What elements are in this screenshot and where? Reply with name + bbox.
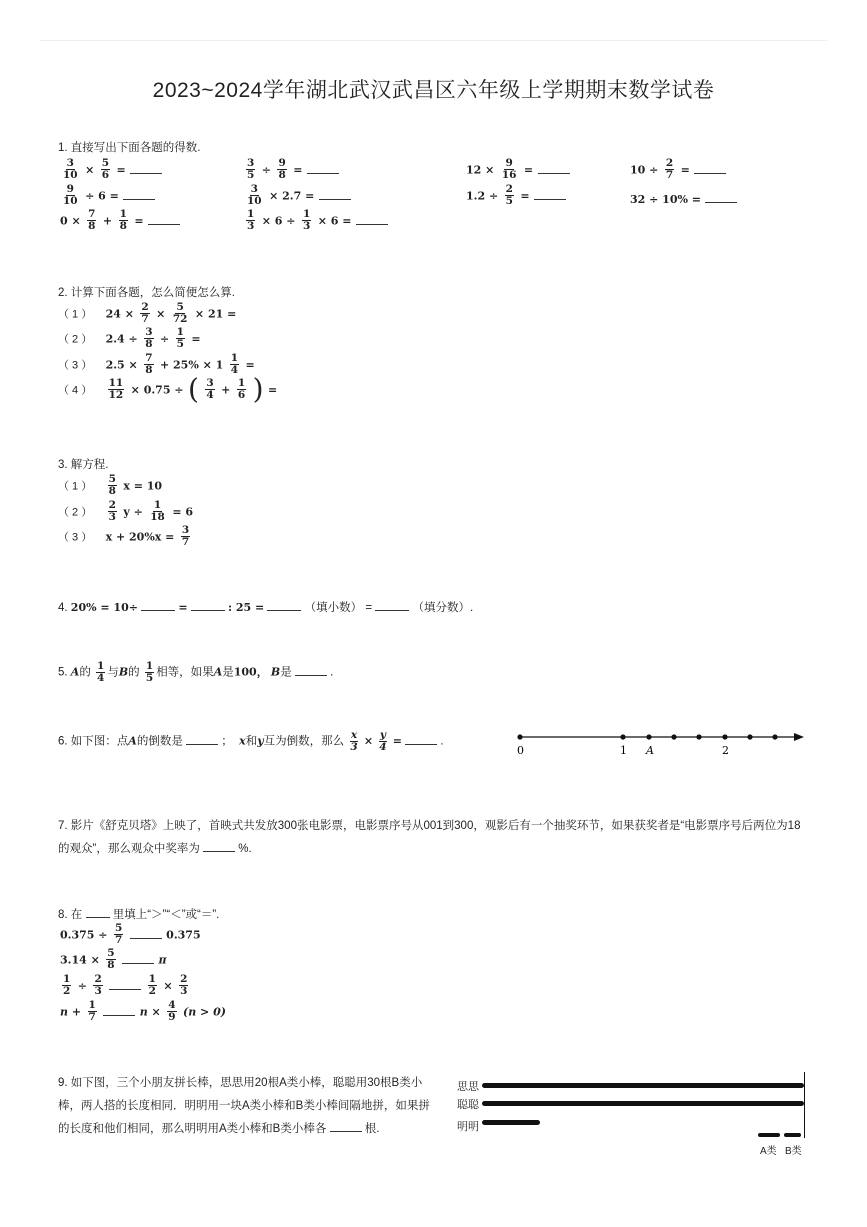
answer-blank[interactable] — [186, 734, 218, 745]
tick-1 — [620, 734, 625, 739]
q9-line1: 9. 如下图，三个小朋友拼长棒，思思用20根A类小棒，聪聪用30根B类小 — [58, 1077, 423, 1089]
sisi-bar — [482, 1083, 804, 1088]
number-line-diagram — [510, 726, 810, 760]
legend-b: B类 — [785, 1146, 802, 1157]
answer-blank[interactable] — [123, 189, 155, 200]
tick-A — [646, 734, 651, 739]
answer-blank[interactable] — [148, 214, 180, 225]
answer-blank[interactable] — [130, 163, 162, 174]
q5-text: 5. A的 $\frac{1}{4}$ 与B的 $\frac{1}{5}$ 相等，如果A是100， B是 . — [58, 660, 334, 684]
tick-mark — [696, 734, 701, 739]
q3-prompt: 3. 解方程. — [58, 459, 109, 471]
q8-row-1: 0.375 ÷ $\frac{5}{7}$ 0.375 — [60, 922, 201, 946]
top-divider — [40, 40, 827, 41]
b-stick-sample — [784, 1133, 801, 1137]
name-sisi: 思思 — [457, 1081, 479, 1093]
answer-blank[interactable] — [694, 163, 726, 174]
q9-line3: 的长度和他们相同，那么明明用A类小棒和B类小棒各 根. — [58, 1123, 380, 1135]
label-1: 1 — [620, 744, 627, 757]
congcong-bar — [482, 1101, 804, 1106]
q2-prompt: 2. 计算下面各题，怎么简便怎么算. — [58, 287, 235, 299]
answer-blank[interactable] — [330, 1121, 362, 1132]
arrowhead-icon — [794, 733, 804, 741]
q8-row-3: $\frac{1}{2}$ ÷ $\frac{2}{3}$ $\frac{1}{2}$ × $\frac{2}{3}$ — [63, 973, 188, 997]
q1-item-d1: 10 ÷ $\frac{2}{7}$ = — [630, 158, 726, 181]
answer-blank[interactable] — [405, 734, 437, 745]
q1-item-c2: 1.2 ÷ $\frac{2}{5}$ = — [466, 184, 566, 207]
answer-blank[interactable] — [319, 189, 351, 200]
q2-row-4: （ 4 ） $\frac{11}{12}$ × 0.75 ÷ ( $\frac{3}{4}$ + $\frac{1}{6}$ ) = — [58, 372, 278, 406]
q1-item-b2: $\frac{3}{10}$ × 2.7 = — [244, 184, 351, 207]
q6-text: 6. 如下图：点A的倒数是 ； x和y互为倒数，那么 $\frac{x}{3}$ × $\frac{y}{4}$ = . — [58, 729, 444, 753]
q7-line1: 7. 影片《舒克贝塔》上映了，首映式共发放300张电影票，电影票序号从001到300，观影后有一个抽奖环节，如果获奖者是“电影票序号后两位为18 — [58, 820, 801, 832]
answer-blank[interactable] — [705, 192, 737, 203]
answer-blank[interactable] — [375, 600, 409, 611]
q3-row-3: （ 3 ） x + 20%x = $\frac{3}{7}$ — [58, 524, 190, 548]
q1-item-b3: $\frac{1}{3}$ × 6 ÷ $\frac{1}{3}$ × 6 = — [244, 209, 388, 232]
q3-row-1: （ 1 ） $\frac{5}{8}$ x = 10 — [58, 473, 163, 497]
q4-text: 4. 20% = 10÷ = : 25 = （填小数） = （填分数）. — [58, 601, 474, 614]
mingming-bar — [482, 1120, 540, 1125]
answer-blank[interactable] — [191, 600, 225, 611]
q9-line2: 棒，两人搭的长度相同．明明用一块A类小棒和B类小棒间隔地拼，如果拼 — [58, 1100, 430, 1112]
answer-blank[interactable] — [534, 189, 566, 200]
page-title: 2023~2024学年湖北武汉武昌区六年级上学期期末数学试卷 — [152, 79, 715, 102]
answer-blank[interactable] — [356, 214, 388, 225]
q1-prompt: 1. 直接写出下面各题的得数. — [58, 142, 201, 154]
answer-blank[interactable] — [130, 928, 162, 939]
answer-blank[interactable] — [267, 600, 301, 611]
answer-blank[interactable] — [122, 953, 154, 964]
q1-item-c1: 12 × $\frac{9}{16}$ = — [466, 158, 570, 181]
answer-blank[interactable] — [86, 907, 110, 918]
tick-mark — [772, 734, 777, 739]
answer-blank[interactable] — [295, 665, 327, 676]
q8-row-2: 3.14 × $\frac{5}{8}$ π — [60, 947, 167, 971]
q3-row-2: （ 2 ） $\frac{2}{3}$ y ÷ $\frac{1}{18}$ = 6 — [58, 499, 194, 523]
q1-item-d2: 32 ÷ 10% = — [630, 190, 737, 208]
a-stick-sample — [758, 1133, 780, 1137]
stick-diagram — [457, 1078, 817, 1158]
q7-line2: 的观众”，那么观众中奖率为 %. — [58, 843, 252, 855]
tick-0 — [517, 734, 522, 739]
label-A: A — [646, 744, 654, 757]
answer-blank[interactable] — [307, 163, 339, 174]
tick-mark — [747, 734, 752, 739]
q1-item-b1: $\frac{3}{5}$ ÷ $\frac{9}{8}$ = — [244, 158, 339, 181]
tick-mark — [671, 734, 676, 739]
label-2: 2 — [722, 744, 729, 757]
answer-blank[interactable] — [538, 163, 570, 174]
label-0: 0 — [517, 744, 524, 757]
answer-blank[interactable] — [203, 841, 235, 852]
q2-row-3: （ 3 ） 2.5 × $\frac{7}{8}$ + 25% × 1 $\frac{1}{4}$ = — [58, 352, 255, 376]
answer-blank[interactable] — [109, 979, 141, 990]
end-line — [804, 1072, 805, 1138]
q8-prompt: 8. 在 里填上“＞”“＜”或“＝”. — [58, 909, 220, 921]
q2-row-2: （ 2 ） 2.4 ÷ $\frac{3}{8}$ ÷ $\frac{1}{5}$ = — [58, 326, 201, 350]
tick-2 — [722, 734, 727, 739]
q1-item-a1: $\frac{3}{10}$ × $\frac{5}{6}$ = — [60, 158, 162, 181]
name-mingming: 明明 — [457, 1121, 479, 1133]
answer-blank[interactable] — [141, 600, 175, 611]
q1-item-a2: $\frac{9}{10}$ ÷ 6 = — [60, 184, 155, 207]
answer-blank[interactable] — [103, 1005, 135, 1016]
name-congcong: 聪聪 — [457, 1099, 479, 1111]
q1-item-a3: 0 × $\frac{7}{8}$ + $\frac{1}{8}$ = — [60, 209, 180, 232]
q8-row-4: n + $\frac{1}{7}$ n × $\frac{4}{9}$ (n > 0) — [60, 999, 226, 1023]
q2-row-1: （ 1 ） 24 × $\frac{2}{7}$ × $\frac{5}{72}$ × 21 = — [58, 301, 237, 325]
legend-a: A类 — [760, 1146, 777, 1157]
